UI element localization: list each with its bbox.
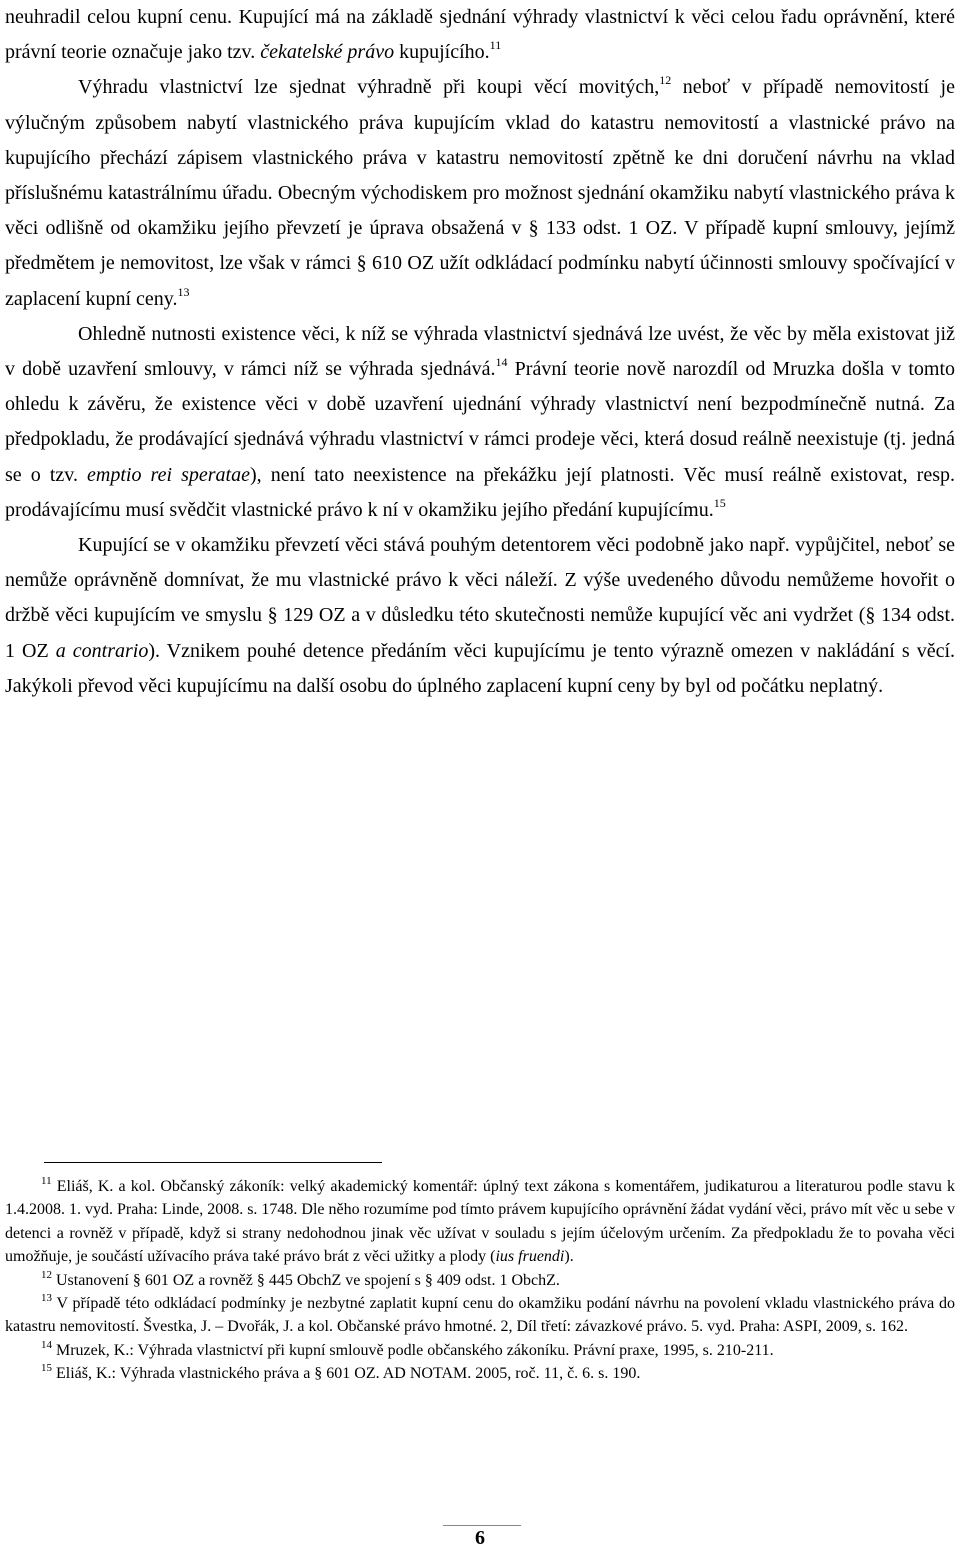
footnote-ref: 13 [41,1292,52,1305]
footnotes [5,1162,955,1386]
footnote-list [5,1175,955,1386]
footnote-ref: 15 [41,1362,52,1375]
footnote-ref: 12 [41,1268,52,1281]
paragraph [5,70,955,316]
text-run: neboť v případě nemovitostí je výlučným způsobem nabytí vlastnického práva kupujícím vklad do katastru nemovitostí a vlastnické právo na kupujícího přechází zápisem vlastnického práva v katastru nemovitostí zpětně ke dni doručení návrhu na vklad příslušnému katastrálnímu úřadu. Obecným východiskem pro možnost sjednání okamžiku nabytí vlastnického práva k věci odlišně od okamžiku jejího převzetí je úprava obsažená v § 133 odst. 1 OZ. V případě kupní smlouvy, jejímž předmětem je nemovitost, lze však v rámci § 610 OZ užít odkládací podmínku nabytí účinnosti smlouvy spočívající v zaplacení kupní ceny. [5,76,955,310]
footnote-ref: 14 [495,355,508,370]
text-run: Výhradu vlastnictví lze sjednat výhradně při koupi věcí movitých, [78,76,660,99]
italic-text: ius fruendi [495,1248,565,1266]
paragraph [5,0,955,70]
text-run: Eliáš, K. a kol. Občanský zákoník: velký akademický komentář: úplný text zákona s komentářem, judikaturou a literaturou podle stavu k 1.4.2008. 1. vyd. Praha: Linde, 2008. s. 1748. Dle něho rozumíme pod tímto právem kupujícího oprávnění žádat vydání věci, právo mít věc u sebe v detenci a rovněž v případě, když si strany nedohodnou jinak věc užívat v souladu s jejím účelovým určením. Za předpokladu že to povaha věci umožňuje, je součástí užívacího práva také právo brát z věci užitky a plody ( [5,1178,956,1266]
italic-text: emptio rei speratae [87,463,250,486]
text-run: neuhradil celou kupní cenu. Kupující má na základě sjednání výhrady vlastnictví k věci celou řadu oprávnění, které právní teorie označuje jako tzv. [5,6,955,64]
footnote-ref: 14 [41,1338,52,1351]
footnote [5,1292,955,1339]
footnote [5,1269,955,1292]
text-run: ). Vznikem pouhé detence předáním věci kupujícímu je tento výrazně omezen v nakládání s věcí. Jakýkoli převod věci kupujícímu na další osobu do úplného zaplacení kupní ceny by byl od počátku neplatný. [5,639,955,697]
text-run: Eliáš, K.: Výhrada vlastnického práva a § 601 OZ. AD NOTAM. 2005, roč. 11, č. 6. s. 190. [52,1365,641,1383]
footnote-ref: 11 [41,1175,52,1187]
text-run: Mruzek, K.: Výhrada vlastnictví při kupní smlouvě podle občanského zákoníku. Právní praxe, 1995, s. 210-211. [52,1341,774,1359]
text-run: ), není tato neexistence na překážku její platnosti. Věc musí reálně existovat, resp. prodávajícímu musí svědčit vlastnické právo k ní v okamžiku jejího předání kupujícímu. [5,463,955,521]
page-number: 6 [475,1527,485,1549]
text-run: kupujícího. [394,41,490,64]
footnote-ref: 15 [713,495,726,510]
text-run: Ohledně nutnosti existence věci, k níž se výhrada vlastnictví sjednává lze uvést, že věc by měla existovat již v době uzavření smlouvy, v rámci níž se výhrada sjednává. [5,322,955,381]
text-run: Právní teorie nově narozdíl od Mruzka došla v tomto ohledu k závěru, že existence věci v době uzavření ujednání výhrady vlastnictví není bezpodmínečně nutná. Za předpokladu, že prodávající sjednává výhradu vlastnictví v rámci prodeje věci, která dosud reálně neexistuje (tj. jedná se o tzv. [5,358,955,486]
main-text [5,0,955,704]
footnote [5,1175,955,1269]
text-run: Kupující se v okamžiku převzetí věci stává pouhým detentorem věci podobně jako např. vypůjčitel, neboť se nemůže oprávněně domnívat, že mu vlastnické právo k věci náleží. Z výše uvedeného důvodu nemůžeme hovořit o držbě věci kupujícím ve smyslu § 129 OZ a v důsledku této skutečnosti nemůže kupující věc ani vydržet (§ 134 odst. 1 OZ [5,534,955,662]
paragraph [5,528,955,704]
footnote-ref: 12 [659,73,672,88]
page-number-rule [443,1525,521,1526]
text-run: Ustanovení § 601 OZ a rovněž § 445 ObchZ ve spojení s § 409 odst. 1 ObchZ. [52,1271,560,1289]
footnote [5,1339,955,1362]
footnote [5,1362,955,1385]
italic-text: a contrario [55,639,149,662]
paragraph [5,317,955,528]
footnote-separator [44,1162,382,1163]
footnote-ref: 13 [177,284,190,299]
text-run: ). [564,1248,574,1266]
text-run: V případě této odkládací podmínky je nezbytné zaplatit kupní cenu do okamžiku podání návrhu na povolení vkladu vlastnického práva do katastru nemovitostí. Švestka, J. – Dvořák, J. a kol. Občanské právo hmotné. 2, Díl třetí: závazkové právo. 5. vyd. Praha: ASPI, 2009, s. 162. [5,1295,955,1336]
italic-text: čekatelské právo [260,41,395,64]
footnote-ref: 11 [489,38,502,53]
